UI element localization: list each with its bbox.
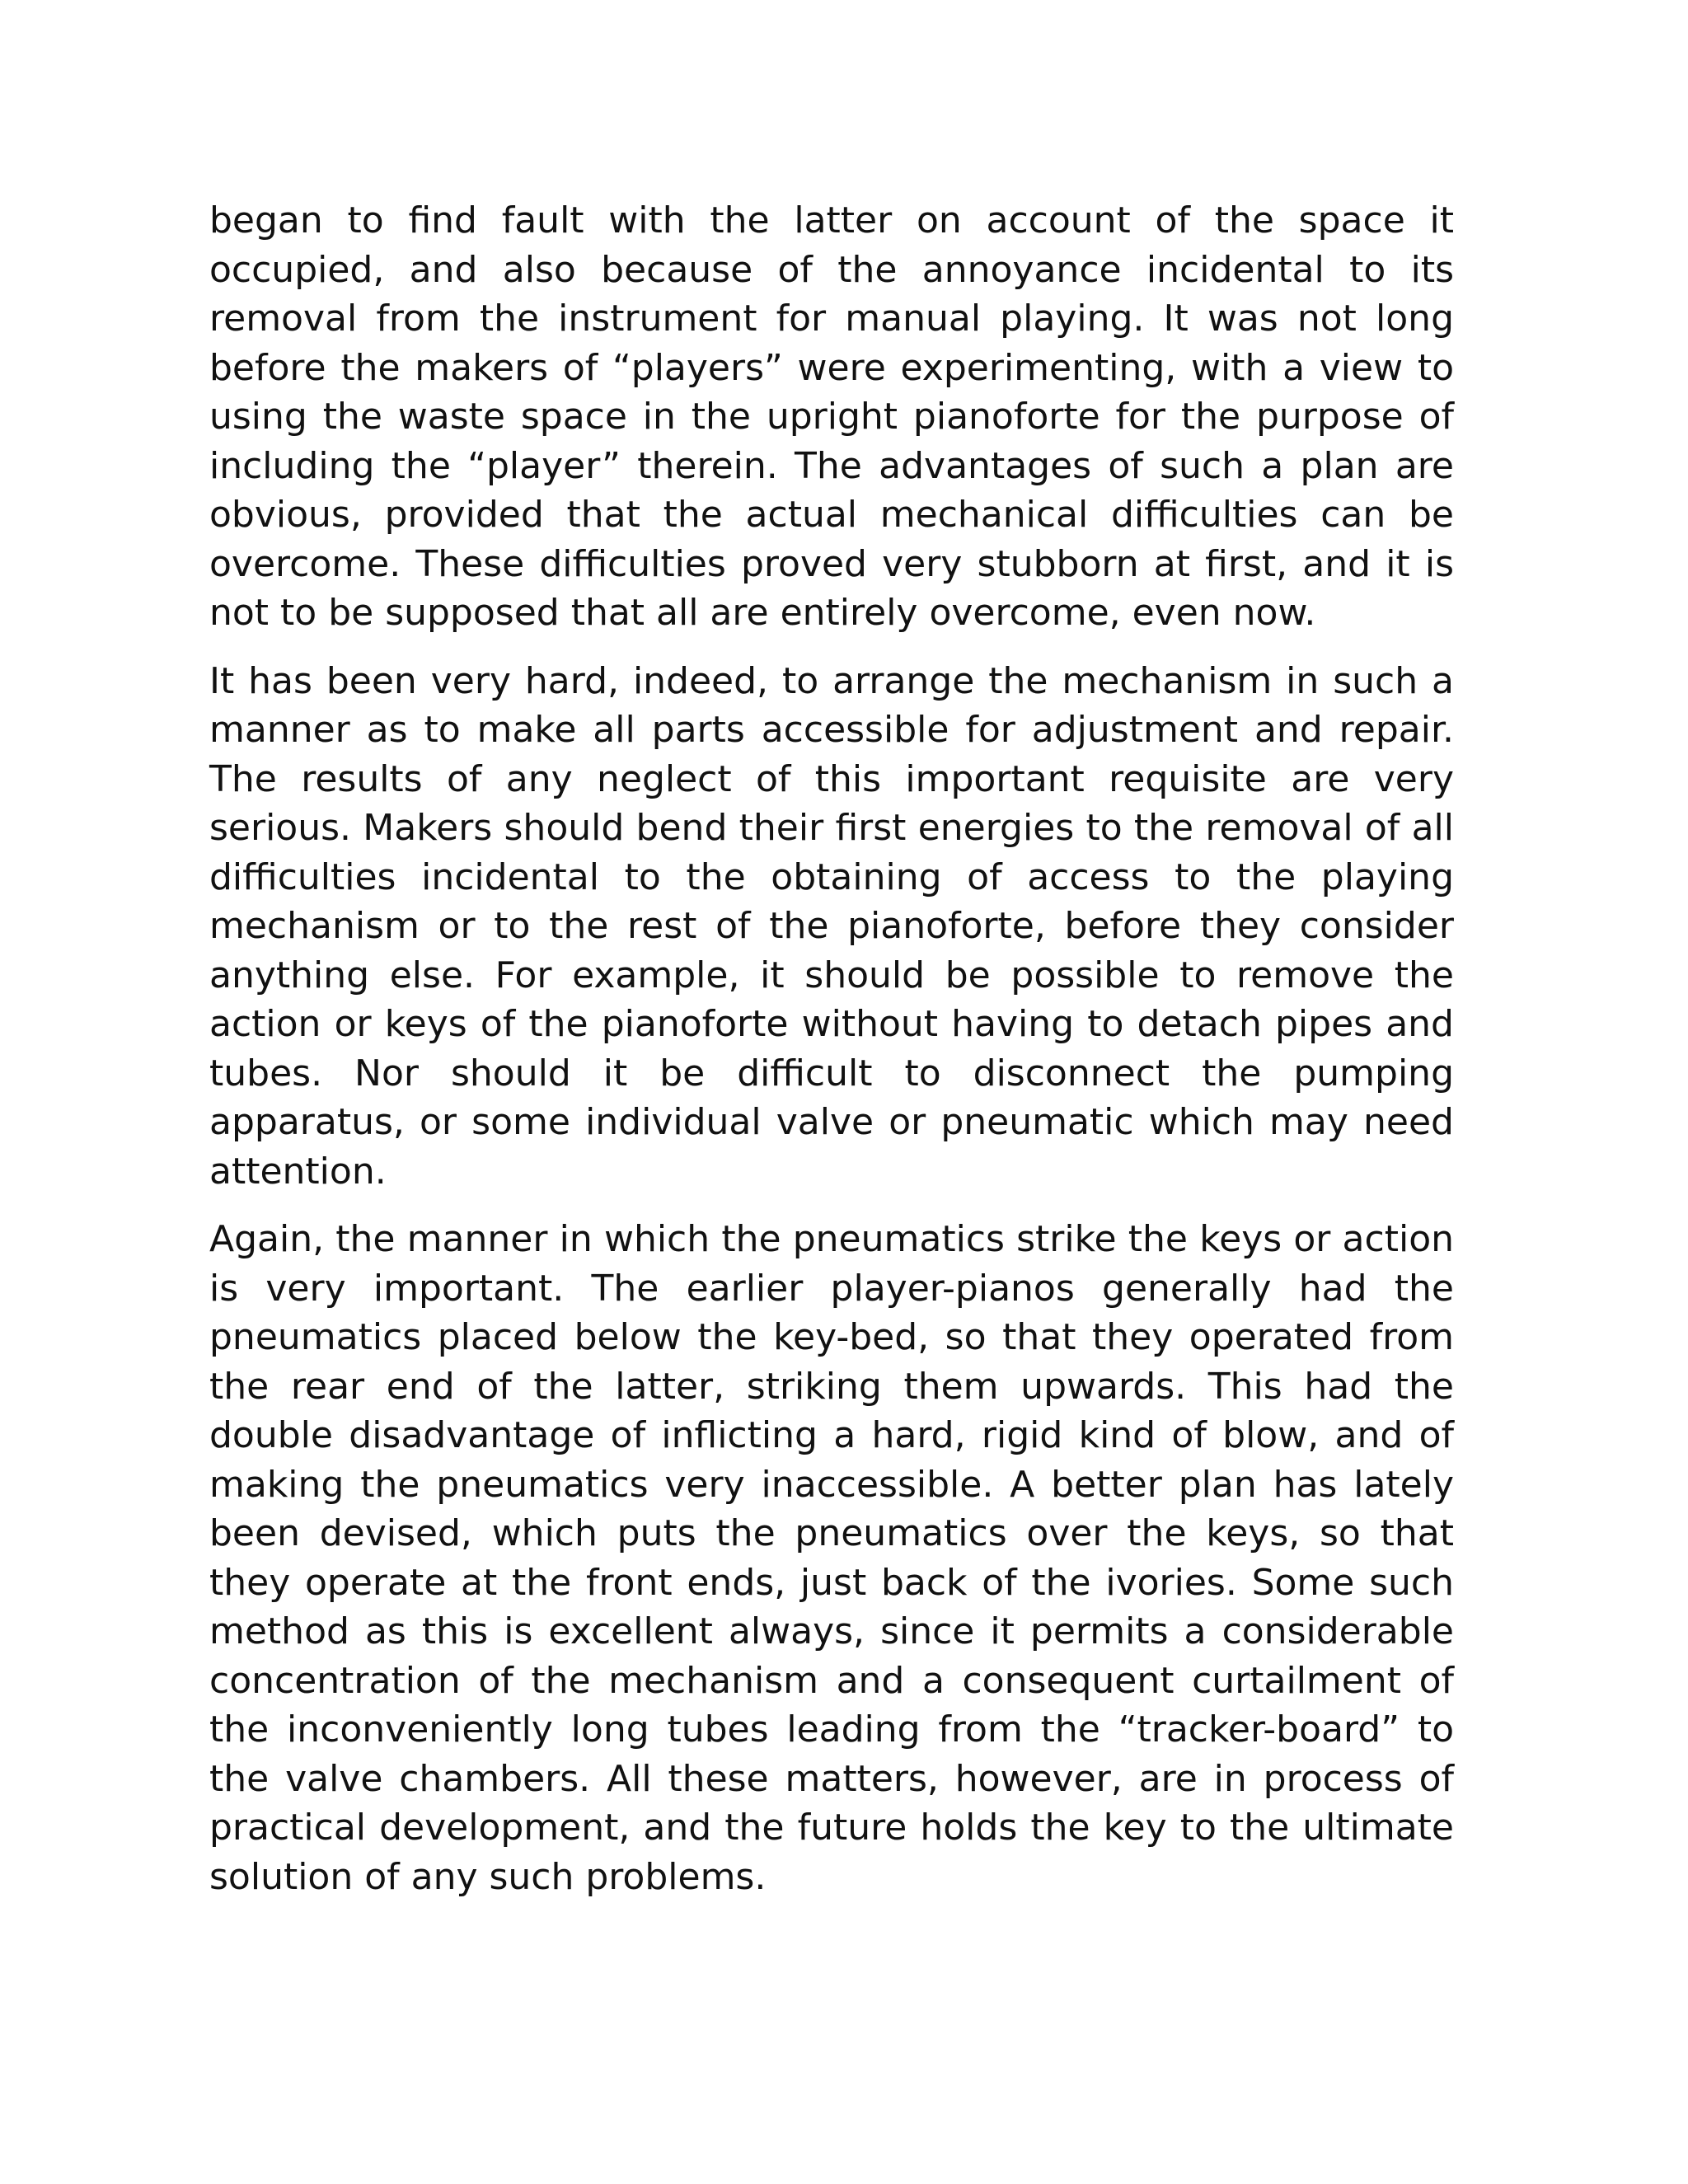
paragraph-1: began to find fault with the latter on account of the space it occupied, and also because of the annoyance incidental to its removal from the instrument for manual playing. It was not long before the makers of “players” were experimenting, with a view to using the waste space in the upright pianoforte for the purpose of including the “player” therein. The advantages of such a plan are obvious, provided that the actual mechanical difficulties can be overcome. These difficulties proved very stubborn at first, and it is not to be supposed that all are entirely overcome, even now. [209, 199, 1454, 634]
paragraph-3: Again, the manner in which the pneumatics strike the keys or action is very important. The earlier player-pianos generally had the pneumatics placed below the key-bed, so that they operated from the rear end of the latter, striking them upwards. This had the double disadvantage of inflicting a hard, rigid kind of blow, and of making the pneumatics very inaccessible. A better plan has lately been devised, which puts the pneumatics over the keys, so that they operate at the front ends, just back of the ivories. Some such method as this is excellent always, since it permits a considerable concentration of the mechanism and a consequent curtailment of the inconveniently long tubes leading from the “tracker-board” to the valve chambers. All these matters, however, are in process of practical development, and the future holds the key to the ultimate solution of any such problems. [209, 1218, 1454, 1898]
paragraph-2: It has been very hard, indeed, to arrange the mechanism in such a manner as to make all parts accessible for adjustment and repair. The results of any neglect of this important requisite are very serious. Makers should bend their first energies to the removal of all difficulties incidental to the obtaining of access to the playing mechanism or to the rest of the pianoforte, before they consider anything else. For example, it should be possible to remove the action or keys of the pianoforte without having to detach pipes and tubes. Nor should it be difficult to disconnect the pumping apparatus, or some individual valve or pneumatic which may need attention. [209, 659, 1454, 1193]
body-text [209, 196, 1454, 1920]
